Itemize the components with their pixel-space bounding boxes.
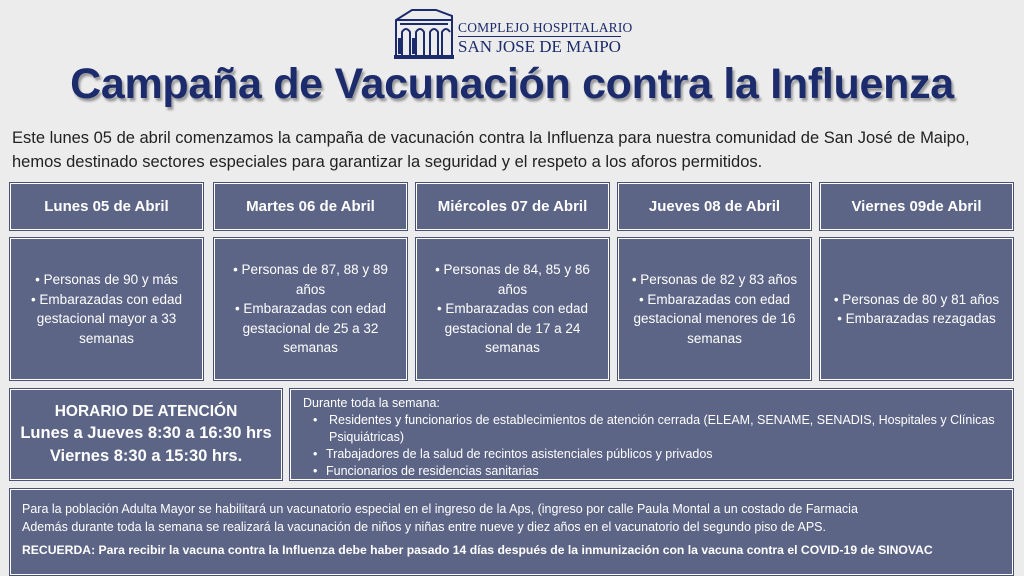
day-details-martes [214,238,407,380]
day-header-lunes: Lunes 05 de Abril [10,183,203,230]
day-details-jueves [618,238,811,380]
day-item: • Embarazadas con edad gestacional menores de 16 semanas [633,291,796,346]
day-item: • Personas de 84, 85 y 86 años [435,262,590,297]
day-item: • Embarazadas con edad gestacional de 25 a 32 semanas [234,301,387,356]
day-item: • Embarazadas con edad gestacional de 17 a 24 semanas [436,301,589,356]
day-item: • Embarazadas rezagadas [837,311,996,326]
day-header-miercoles: Miércoles 07 de Abril [416,183,609,230]
page-title: Campaña de Vacunación contra la Influenza [70,60,954,108]
day-details-lunes [10,238,203,380]
horario-line-1: Lunes a Jueves 8:30 a 16:30 hrs [20,424,272,442]
day-details-viernes [820,238,1013,380]
list-item: • Residentes y funcionarios de establecimientos de atención cerrada (ELEAM, SENAME, SENADIS, Hospitales y Clínicas Psiquiátricas) [313,412,1000,446]
day-item: • Personas de 80 y 81 años [833,291,1000,307]
day-item: • Embarazadas con edad gestacional mayor a 33 semanas [30,291,183,346]
day-details-miercoles [416,238,609,380]
hospital-building-icon [392,2,456,60]
info-line-2: Además durante toda la semana se realizará la vacunación de niños y niñas entre nueve y diez años en el vacunatorio del segundo piso de APS. [22,520,826,534]
hospital-logo [392,2,642,60]
day-item: • Personas de 82 y 83 años [631,272,798,287]
horario-heading: HORARIO DE ATENCIÓN [54,403,238,420]
intro-paragraph: Este lunes 05 de abril comenzamos la campaña de vacunación contra la Influenza para nuestra comunidad de San José de Maipo, hemos destinado sectores especiales para garantizar la seguridad y el respeto a los aforos permitidos. [12,129,970,171]
semana-box [290,389,1013,480]
info-box [10,489,1013,575]
day-header-martes: Martes 06 de Abril [214,183,407,230]
semana-heading: Durante toda la semana: [303,396,440,410]
list-item: • Trabajadores de la salud de recintos asistenciales públicos y privados [313,446,1000,463]
list-item: • Funcionarios de residencias sanitarias [313,463,1000,480]
day-item: • Personas de 87, 88 y 89 años [233,262,388,297]
recuerda-note: RECUERDA: Para recibir la vacuna contra la Influenza debe haber pasado 14 días después de la inmunización con la vacuna contra el COVID-19 de SINOVAC [22,543,933,557]
horario-box [10,389,282,480]
day-header-jueves: Jueves 08 de Abril [618,183,811,230]
semana-list [313,412,1000,480]
logo-line-2: SAN JOSE DE MAIPO [458,37,621,56]
day-header-viernes: Viernes 09de Abril [820,183,1013,230]
horario-line-2: Viernes 8:30 a 15:30 hrs. [49,447,243,465]
logo-line-1: COMPLEJO HOSPITALARIO [458,20,633,35]
info-line-1: Para la población Adulta Mayor se habilitará un vacunatorio especial en el ingreso de la Aps, (ingreso por calle Paula Montal a un costado de Farmacia [22,502,858,516]
day-item: • Personas de 90 y más [35,272,178,287]
